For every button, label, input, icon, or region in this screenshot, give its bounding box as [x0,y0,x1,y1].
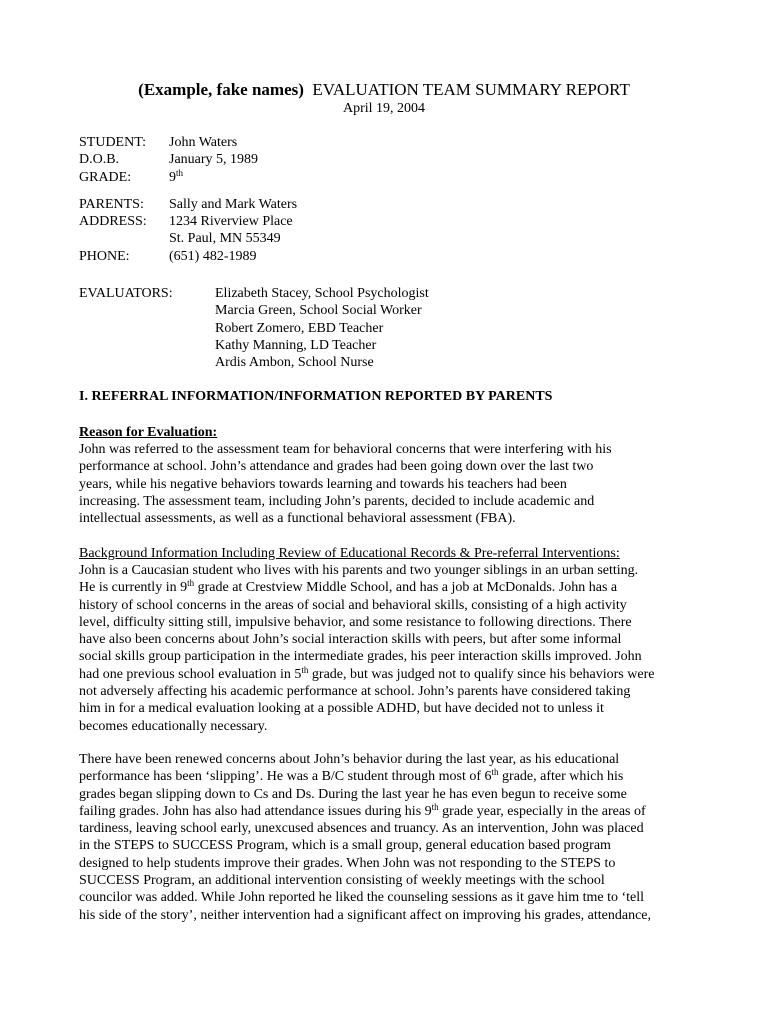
section-heading-referral: I. REFERRAL INFORMATION/INFORMATION REPORTED BY PARENTS [79,389,553,404]
text-line: have also been concerns about John’s social interaction skills with peers, but after some informal [79,632,622,648]
background-heading: Background Information Including Review of Educational Records & Pre-referral Interventions: [79,546,620,561]
grade-value: 9 [169,169,176,185]
evaluators-block [79,285,699,371]
text-run: He is currently in 9 [79,580,188,596]
title-lead: (Example, fake names) [138,80,304,99]
text-line: increasing. The assessment team, including John’s parents, decided to include academic and [79,493,595,509]
student-info-block [79,134,699,265]
text-line: years, while his negative behaviors towards learning and towards his teachers had been [79,476,567,492]
dob-row [79,151,699,168]
grade-value-wrap [169,169,699,186]
text-line: his side of the story’, neither intervention had a significant affect on improving his grades, attendance, [79,907,652,923]
text-line [79,579,704,596]
phone-value: (651) 482-1989 [169,248,257,264]
student-row [79,134,699,151]
dob-value: January 5, 1989 [169,152,259,168]
text-line: There have been renewed concerns about John’s behavior during the last year, as his educational [79,752,620,767]
parents-label: PARENTS: [79,196,144,212]
text-line: in the STEPS to SUCCESS Program, which is a small group, general education based program [79,838,611,854]
dob-label: D.O.B. [79,152,120,168]
text-line: him in for a medical evaluation looking at a possible ADHD, but have decided not to unless it [79,701,604,717]
text-line: SUCCESS Program, an additional intervention consisting of weekly meetings with the school [79,873,605,889]
evaluator-name: Kathy Manning, LD Teacher [215,337,377,353]
text-line: social skills group participation in the intermediate grades, his peer interaction skills improved. John [79,649,642,665]
text-line [79,666,704,683]
text-line [79,768,704,785]
superscript: th [187,578,195,589]
address-line1: 1234 Riverview Place [169,214,293,230]
text-run: grade, but was judged not to qualify since his behaviors were [308,666,655,682]
address-line2: St. Paul, MN 55349 [169,231,281,247]
grade-suffix: th [176,167,184,178]
evaluator-name: Elizabeth Stacey, School Psychologist [215,286,429,301]
address-row-2 [79,230,699,247]
text-run: performance has been ‘slipping’. He was a B/C student through most of 6 [79,769,492,785]
text-line: becomes educationally necessary. [79,718,268,734]
title-main: EVALUATION TEAM SUMMARY REPORT [312,80,630,99]
reason-heading: Reason for Evaluation: [79,425,218,440]
superscript: th [431,801,439,812]
text-line: grades began slipping down to Cs and Ds. During the last year he has even begun to receive some [79,786,627,802]
grade-label: GRADE: [79,169,132,185]
evaluator-name: Marcia Green, School Social Worker [215,303,422,319]
text-line: not adversely affecting his academic performance at school. John’s parents have considered taking [79,684,631,700]
student-label: STUDENT: [79,135,146,150]
phone-label: PHONE: [79,248,130,264]
parents-value: Sally and Mark Waters [169,196,298,212]
text-run: grade, after which his [498,769,624,785]
report-date: April 19, 2004 [342,101,426,116]
text-run: had one previous school evaluation in 5 [79,666,302,682]
evaluator-name: Ardis Ambon, School Nurse [215,355,374,371]
evaluator-name: Robert Zomero, EBD Teacher [215,320,384,336]
text-run: grade year, especially in the areas of [438,803,646,819]
phone-row [79,248,699,265]
reason-paragraph [79,441,704,527]
text-line: intellectual assessments, as well as a functional behavioral assessment (FBA). [79,511,516,527]
text-line: history of school concerns in the areas of social and behavioral skills, consisting of a high activity [79,597,627,613]
evaluators-label: EVALUATORS: [79,286,173,301]
report-title [0,80,768,100]
text-line: level, difficulty sitting still, impulsive behavior, and some resistance to following directions. There [79,614,632,630]
text-line: designed to help students improve their grades. When John was not responding to the STEPS to [79,855,616,871]
address-row [79,213,699,230]
text-line: councilor was added. While John reported he liked the counseling sessions as it gave him tme to ‘tell [79,890,645,906]
address-label: ADDRESS: [79,214,147,230]
text-line [79,803,704,820]
background-paragraph [79,562,704,735]
text-line: John was referred to the assessment team for behavioral concerns that were interfering with his [79,442,612,457]
parents-row [79,196,699,213]
superscript: th [301,664,309,675]
text-line: John is a Caucasian student who lives with his parents and two younger siblings in an urban setting. [79,563,639,578]
text-run: failing grades. John has also had attendance issues during his 9 [79,803,432,819]
text-run: grade at Crestview Middle School, and has a job at McDonalds. John has a [194,580,618,596]
student-value: John Waters [169,135,238,150]
grade-row [79,169,699,186]
superscript: th [491,767,499,778]
text-line: performance at school. John’s attendance and grades had been going down over the last two [79,459,594,475]
renewed-concerns-paragraph [79,751,704,924]
text-line: tardiness, leaving school early, unexcused absences and truancy. As an intervention, John was placed [79,821,644,837]
